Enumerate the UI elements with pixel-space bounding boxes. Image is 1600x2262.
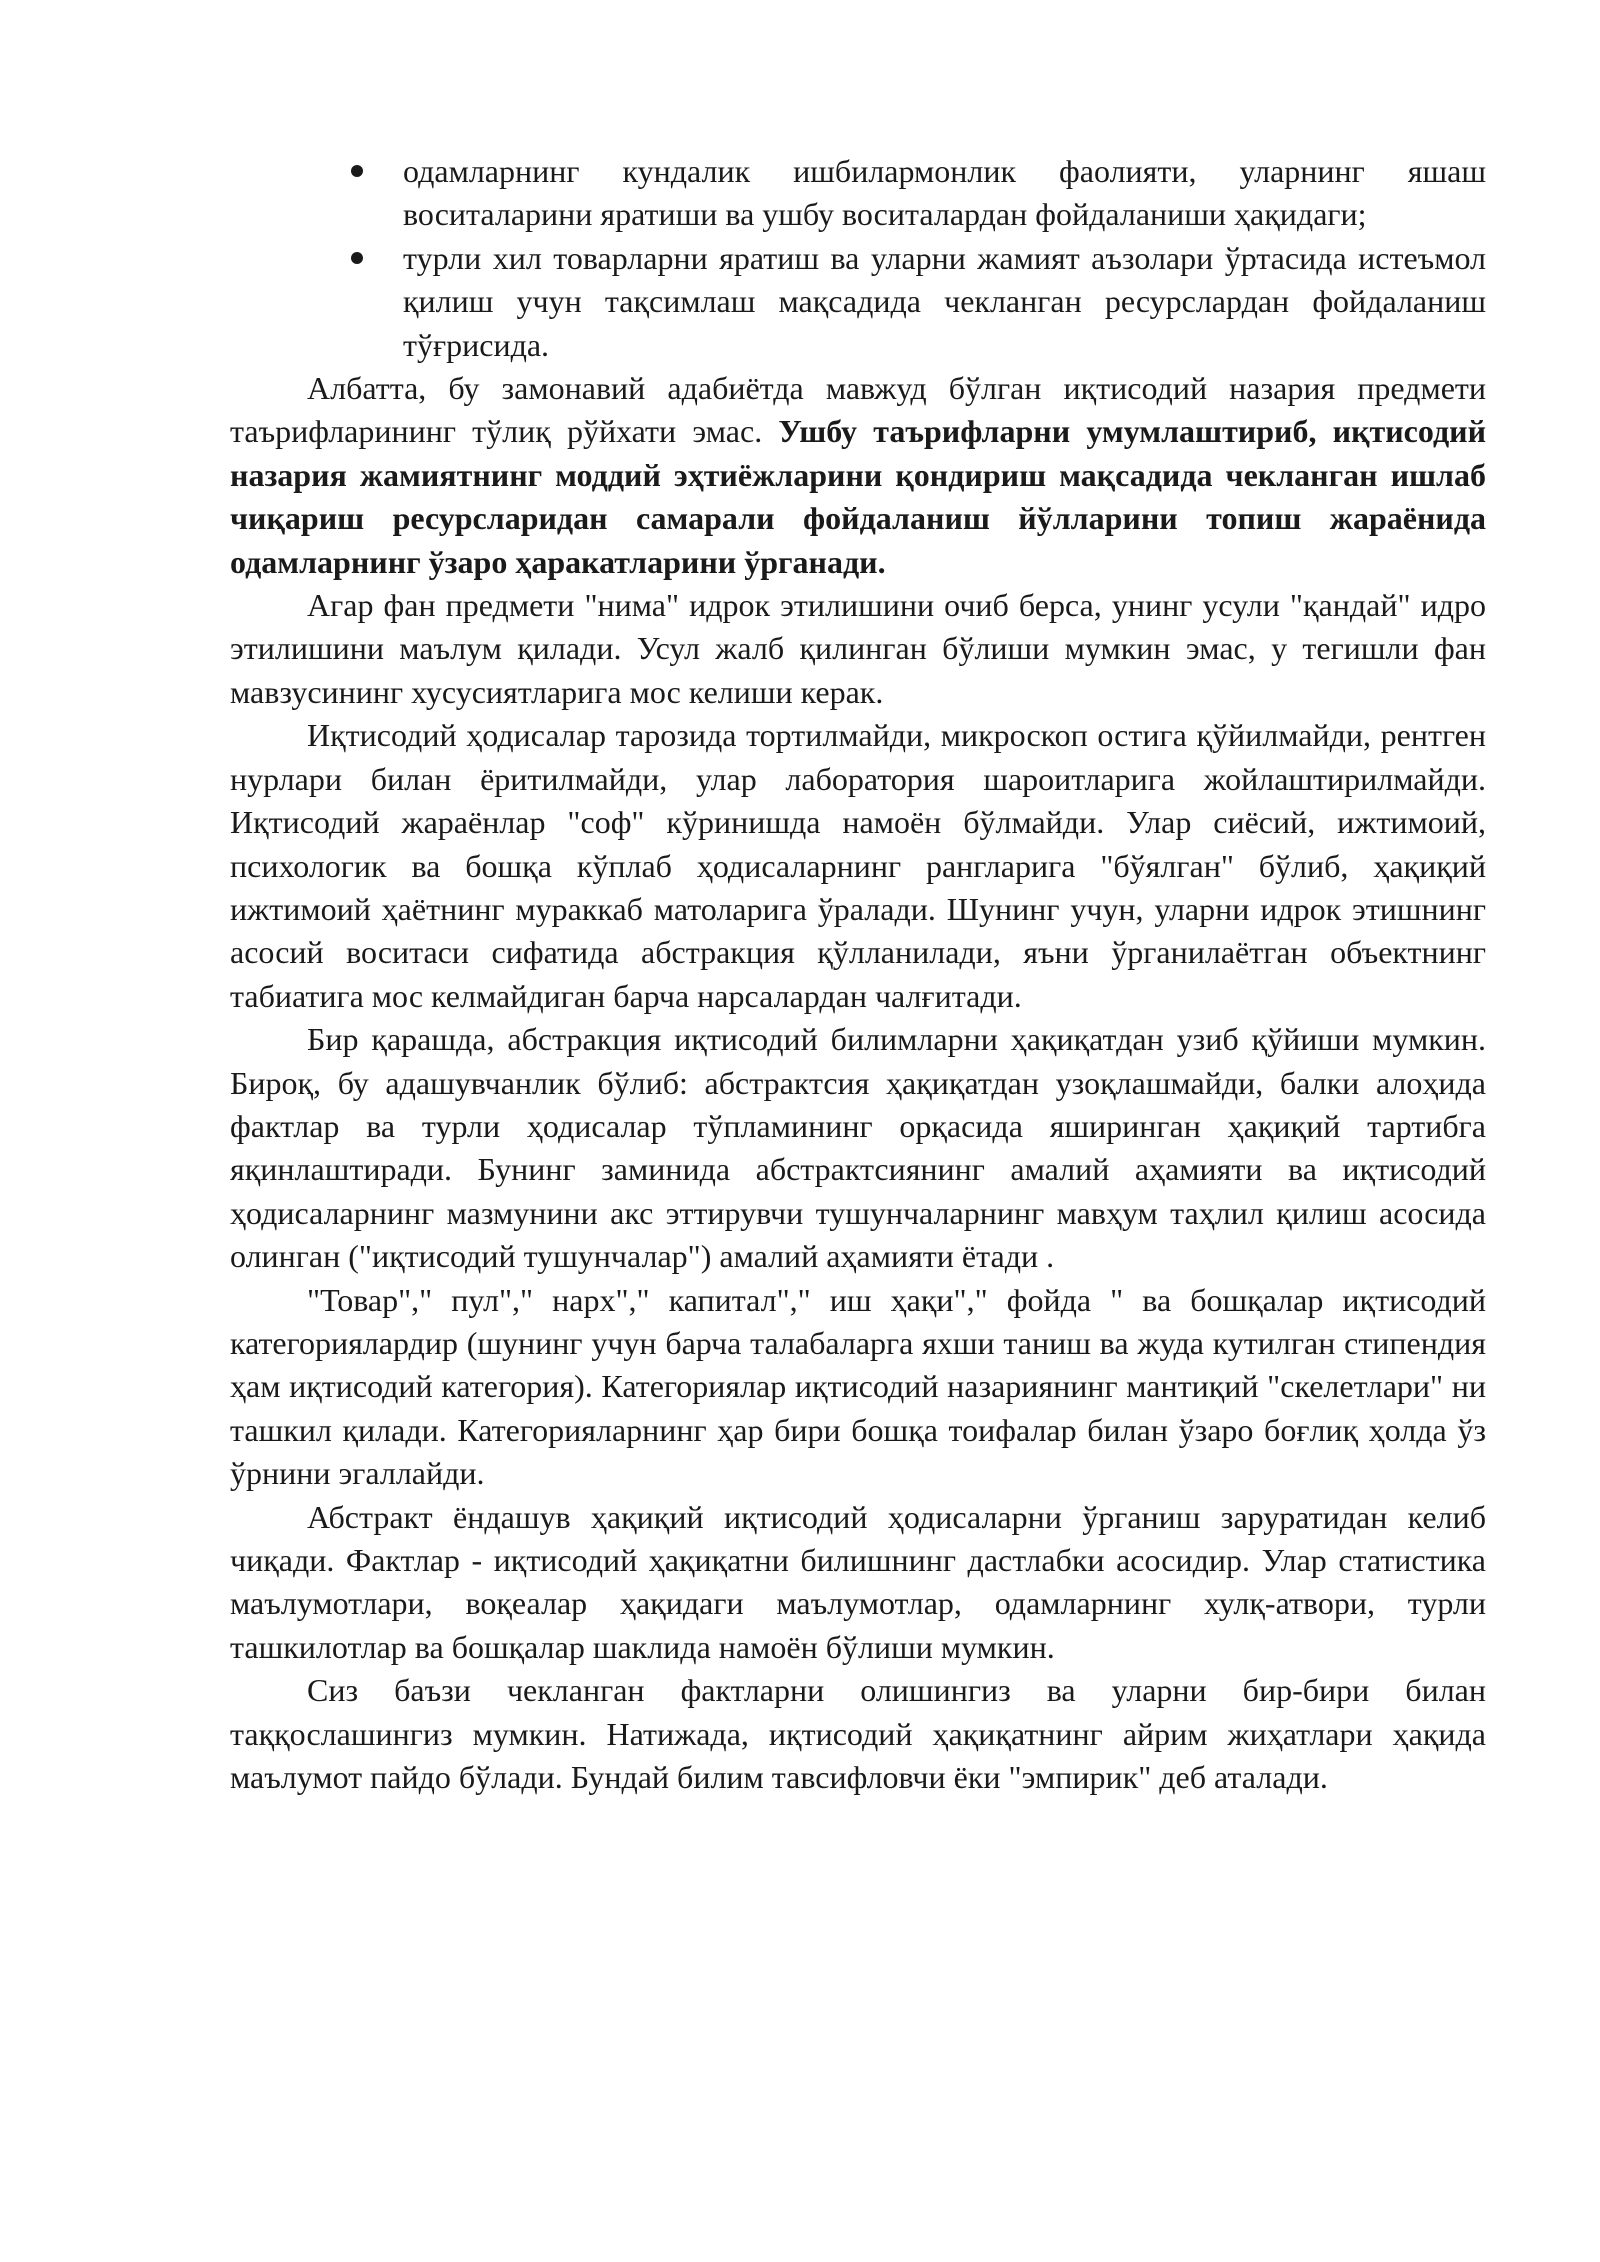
bullet-icon: [351, 252, 363, 264]
paragraph-2: Агар фан предмети "нима" идрок этилишини очиб берса, унинг усули "қандай" идро этилишини маълум қилади. Усул жалб қилинган бўлиши мумкин эмас, у тегишли фан мавзусининг хусусиятларига мос келиши керак.: [230, 587, 1486, 710]
bullet-list: [230, 150, 1486, 367]
paragraph-1: [230, 367, 1486, 584]
paragraph-1-bold-text: Ушбу таърифларни умумлаштириб, иқтисодий назария жамиятнинг моддий эҳтиёжларини қондириш мақсадида чекланган ишлаб чиқариш ресурсларидан самарали фойдаланиш йўлларини топиш жараёнида одамларнинг ўзаро ҳаракатларини ўрганади.: [230, 413, 1486, 580]
paragraph-1-normal-text: Албатта, бу замонавий адабиётда мавжуд бўлган иқтисодий назария предмети таърифларининг тўлиқ рўйхати эмас.: [230, 370, 1486, 450]
bullet-text: турли хил товарларни яратиш ва уларни жамият аъзолари ўртасида истеъмол қилиш учун тақсимлаш мақсадида чекланган ресурслардан фойдаланиш тўғрисида.: [403, 239, 1486, 363]
list-item: [403, 237, 1486, 367]
list-item: [403, 150, 1486, 237]
document-page: [230, 150, 1486, 1799]
bullet-text: одамларнинг кундалик ишбилармонлик фаолияти, уларнинг яшаш воситаларини яратиши ва ушбу воситалардан фойдаланиши ҳақидаги;: [403, 153, 1486, 233]
paragraph-3: Иқтисодий ҳодисалар тарозида тортилмайди, микроскоп остига қўйилмайди, рентген нурлари билан ёритилмайди, улар лаборатория шароитларига жойлаштирилмайди. Иқтисодий жараёнлар "соф" кўринишда намоён бўлмайди. Улар сиёсий, ижтимоий, психологик ва бошқа кўплаб ҳодисаларнинг рангларига "бўялган" бўлиб, ҳақиқий ижтимоий ҳаётнинг мураккаб матоларига ўралади. Шунинг учун, уларни идрок этишнинг асосий воситаси сифатида абстракция қўлланилади, яъни ўрганилаётган объектнинг табиатига мос келмайдиган барча нарсалардан чалғитади.: [230, 717, 1486, 1014]
bullet-icon: [351, 165, 363, 177]
paragraph-4: Бир қарашда, абстракция иқтисодий билимларни ҳақиқатдан узиб қўйиши мумкин. Бироқ, бу адашувчанлик бўлиб: абстрактсия ҳақиқатдан узоқлашмайди, балки алоҳида фактлар ва турли ҳодисалар тўпламининг орқасида яширинган ҳақиқий тартибга яқинлаштиради. Бунинг заминида абстрактсиянинг амалий аҳамияти ва иқтисодий ҳодисаларнинг мазмунини акс эттирувчи тушунчаларнинг мавҳум таҳлил қилиш асосида олинган ("иқтисодий тушунчалар") амалий аҳамияти ётади .: [230, 1021, 1486, 1275]
paragraph-7: Сиз баъзи чекланган фактларни олишингиз ва уларни бир-бири билан таққослашингиз мумкин. Натижада, иқтисодий ҳақиқатнинг айрим жиҳатлари ҳақида маълумот пайдо бўлади. Бундай билим тавсифловчи ёки "эмпирик" деб аталади.: [230, 1672, 1486, 1796]
paragraph-6: Абстракт ёндашув ҳақиқий иқтисодий ҳодисаларни ўрганиш заруратидан келиб чиқади. Фактлар - иқтисодий ҳақиқатни билишнинг дастлабки асосидир. Улар статистика маълумотлари, воқеалар ҳақидаги маълумотлар, одамларнинг хулқ-атвори, турли ташкилотлар ва бошқалар шаклида намоён бўлиши мумкин.: [230, 1498, 1486, 1665]
paragraph-5: "Товар"," пул"," нарх"," капитал"," иш ҳақи"," фойда " ва бошқалар иқтисодий категориялардир (шунинг учун барча талабаларга яхши таниш ва жуда кутилган стипендия ҳам иқтисодий категория). Категориялар иқтисодий назариянинг мантиқий "скелетлари" ни ташкил қилади. Категорияларнинг ҳар бири бошқа тоифалар билан ўзаро боғлиқ ҳолда ўз ўрнини эгаллайди.: [230, 1281, 1486, 1492]
